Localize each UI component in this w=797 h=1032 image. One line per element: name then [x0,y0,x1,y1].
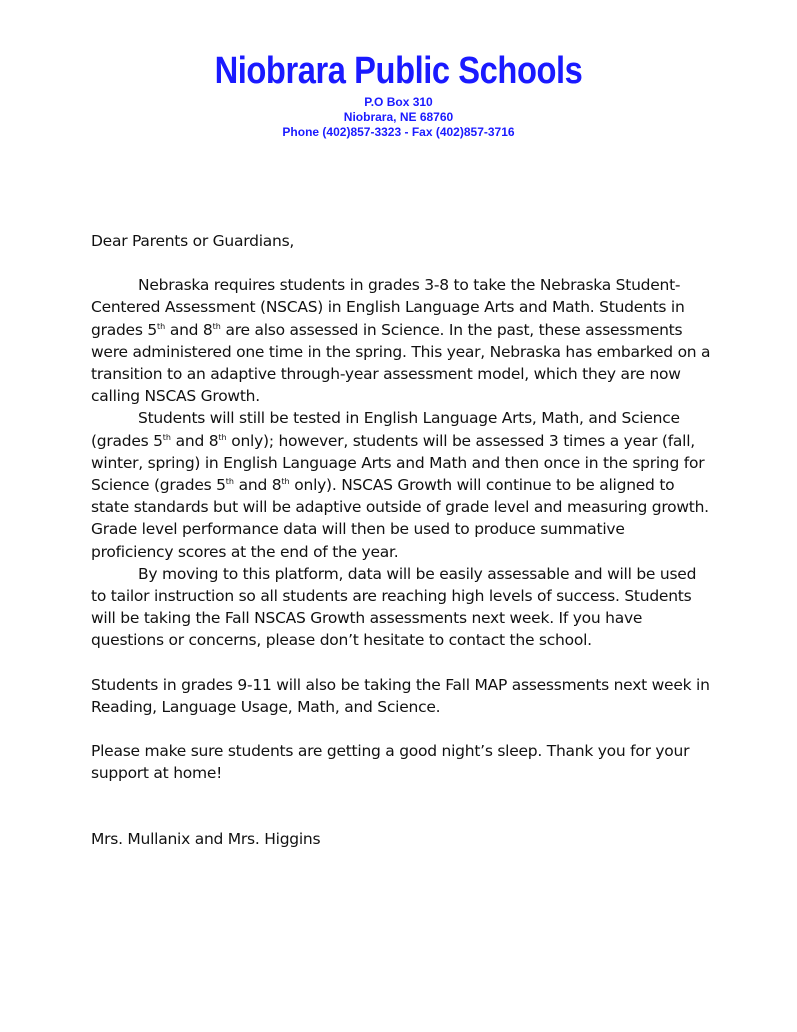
school-name: Niobrara Public Schools [214,50,583,92]
address-city: Niobrara, NE 68760 [343,110,454,124]
paragraph-map-assessments: Students in grades 9-11 will also be taking the Fall MAP assessments next week in Reading, Language Usage, Math, and Science. [91,675,710,716]
paragraph-testing-schedule: Students will still be tested in English Language Arts, Math, and Science (grades 5th and 8th only); however, students will be assessed 3 times a year (fall, winter, spring) in English Language Arts and Math and then once in the spring for Science (grades 5th and 8th only). NSCAS Growth will continue to be aligned to state standards but will be adaptive outside of grade level and measuring growth. Grade level performance data will then be used to produce summative proficiency scores at the end of the year. [91,409,709,561]
letter-body [91,230,711,851]
salutation: Dear Parents or Guardians, [91,232,295,250]
signature: Mrs. Mullanix and Mrs. Higgins [91,830,321,849]
paragraph-nscas-intro: Nebraska requires students in grades 3-8 to take the Nebraska Student-Centered Assessment (NSCAS) in English Language Arts and Math. Students in grades 5th and 8th are also assessed in Science. In the past, these assessments were administered one time in the spring. This year, Nebraska has embarked on a transition to an adaptive through-year assessment model, which they are now calling NSCAS Growth. [91,276,711,406]
contact-phone-fax: Phone (402)857-3323 - Fax (402)857-3716 [282,125,515,139]
address-po-box: P.O Box 310 [364,95,433,109]
paragraph-platform: By moving to this platform, data will be easily assessable and will be used to tailor instruction so all students are reaching high levels of success. Students will be taking the Fall NSCAS Growth assessments next week. If you have questions or concerns, please don’t hesitate to contact the school. [91,564,697,650]
letterhead [0,50,797,140]
paragraph-sleep-reminder: Please make sure students are getting a good night’s sleep. Thank you for your support at home! [91,742,690,783]
